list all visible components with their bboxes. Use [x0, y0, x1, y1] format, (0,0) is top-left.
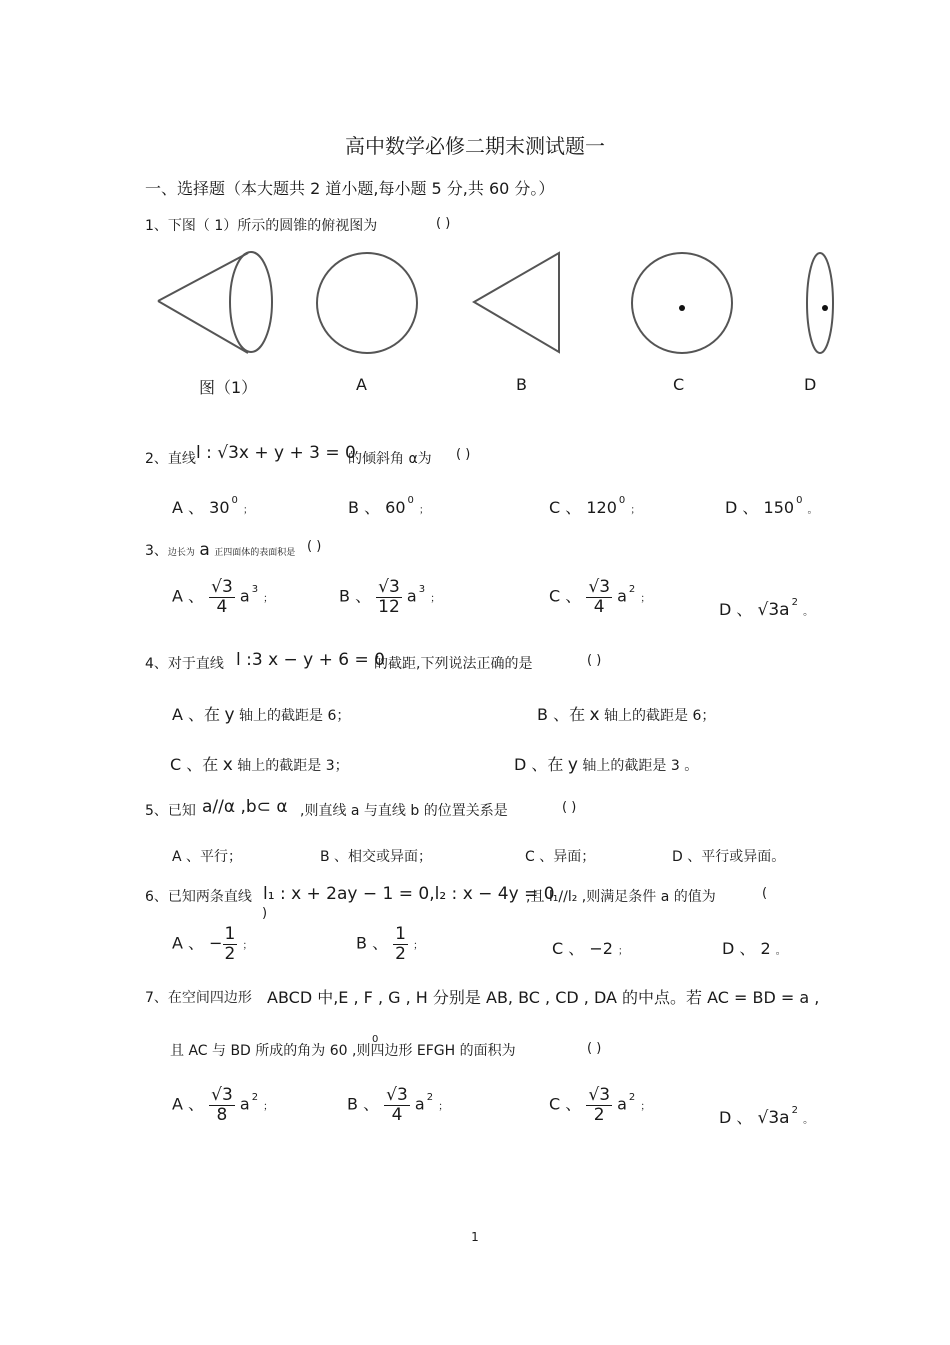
option-value: 30 — [209, 498, 230, 517]
exponent: 2 — [628, 583, 636, 595]
denominator: 12 — [378, 596, 400, 617]
option-end: ； — [640, 1101, 651, 1113]
question-4-answer-paren: ( ) — [587, 653, 602, 668]
numerator: √3 — [378, 577, 400, 597]
variable: a — [239, 586, 250, 606]
question-6-answer-paren-close: ) — [262, 906, 268, 921]
option-label: D 、 — [722, 939, 756, 958]
variable: a — [617, 1094, 627, 1114]
option-label: C 、 — [549, 586, 582, 606]
denominator: 4 — [391, 1104, 403, 1125]
option-end: ； — [263, 593, 274, 605]
option-end: ； — [630, 505, 641, 516]
option-text: 轴上的截距是 — [582, 758, 667, 774]
option-value: −2 — [589, 939, 613, 958]
question-7-option-a — [172, 1086, 273, 1124]
question-3-option-a — [172, 578, 273, 616]
fraction — [393, 925, 408, 963]
option-label: A 、 — [172, 586, 205, 606]
page-number: 1 — [471, 1230, 479, 1244]
exponent: 3 — [251, 583, 259, 595]
question-7-option-c — [549, 1086, 650, 1124]
question-number: 3、 — [145, 543, 168, 559]
option-value: 2 — [760, 939, 771, 958]
question-7-option-b — [347, 1086, 448, 1124]
fraction — [586, 578, 612, 616]
option-c-label: C — [673, 375, 685, 394]
question-3-answer-paren: ( ) — [307, 539, 322, 554]
option-end: 。 — [803, 607, 814, 618]
stem-pre: 边长为 — [167, 548, 195, 558]
question-1-answer-paren: ( ) — [436, 216, 451, 231]
option-text: 轴上的截距是 — [604, 708, 689, 724]
question-5-answer-paren: ( ) — [562, 800, 577, 815]
option-label: B 、在 — [537, 705, 586, 724]
option-label: C 、 — [552, 939, 585, 958]
fraction — [209, 1086, 235, 1124]
question-3-stem — [145, 540, 295, 560]
exponent: 2 — [791, 1105, 798, 1116]
option-end: ； — [419, 505, 429, 516]
option-b-triangle — [474, 253, 559, 352]
question-6-answer-paren-open: ( — [762, 886, 768, 901]
numerator: √3 — [588, 577, 611, 597]
question-6-option-c — [552, 936, 628, 959]
question-2-option-a — [172, 495, 253, 518]
question-2-option-d — [725, 495, 818, 518]
option-value: 6； — [327, 708, 351, 724]
option-d-label: D — [804, 375, 817, 394]
question-5-condition: a//α ,b⊂ α — [202, 797, 288, 817]
option-value: 3 。 — [670, 758, 699, 774]
question-7-stem: 7、在空间四边形 — [145, 990, 252, 1006]
variable: a — [617, 586, 627, 606]
degree-mark: 0 — [407, 495, 414, 506]
stem-var: a — [199, 540, 210, 560]
numerator: √3 — [211, 1085, 233, 1105]
stem-post: 正四面体的表面积是 — [214, 548, 296, 558]
option-b-label: B — [516, 375, 527, 394]
option-label: D 、 — [725, 498, 759, 517]
denominator: 2 — [593, 1104, 605, 1125]
option-axis: y — [224, 705, 235, 725]
question-3-option-d — [719, 597, 813, 620]
question-6-tail: ,且 l₁//l₂ ,则满足条件 a 的值为 — [526, 889, 716, 905]
option-label: D 、在 — [514, 755, 564, 774]
variable: a — [406, 586, 417, 606]
question-6-option-a — [172, 925, 252, 963]
option-axis: y — [567, 755, 578, 775]
option-label: C 、 — [549, 498, 582, 517]
question-4-equation: l :3 x − y + 6 = 0 — [236, 650, 385, 670]
fraction — [209, 578, 235, 616]
exponent: 2 — [791, 597, 798, 608]
question-7-line-2 — [170, 1040, 516, 1060]
denominator: 2 — [395, 943, 406, 964]
figure-1-label: 图（1） — [199, 378, 258, 397]
numerator: √3 — [386, 1085, 408, 1105]
question-4-option-a — [172, 702, 350, 725]
option-end: ； — [413, 940, 424, 952]
line-2-text: 且 AC 与 BD 所成的角为 60 ,则四边形 EFGH 的面积为 — [170, 1043, 516, 1059]
option-label: D 、 — [719, 1108, 753, 1127]
question-4-option-c — [170, 752, 349, 775]
option-a-label: A — [356, 375, 367, 394]
option-sign: − — [209, 933, 223, 953]
question-7-line-1: ABCD 中,E , F , G , H 分别是 AB, BC , CD , DA 的中点。若 AC = BD = a , — [267, 988, 820, 1007]
question-6-option-b — [356, 925, 423, 963]
question-1-stem: 1、下图（ 1）所示的圆锥的俯视图为 — [145, 218, 378, 234]
exponent: 3 — [418, 583, 426, 595]
option-label: B 、 — [356, 933, 389, 953]
question-7-degree-mark: 0 — [372, 1034, 379, 1045]
option-label: A 、 — [172, 498, 205, 517]
option-label: C 、在 — [170, 755, 219, 774]
denominator: 2 — [224, 943, 236, 964]
option-end: 。 — [803, 1115, 814, 1126]
question-5-option-c: C 、异面； — [525, 849, 596, 865]
radical-expression: √3a — [757, 1108, 790, 1128]
question-2-tail: 的倾斜角 α为 — [348, 451, 432, 467]
question-5-option-a: A 、平行； — [172, 849, 243, 865]
question-6-stem: 6、已知两条直线 — [145, 889, 252, 905]
denominator: 8 — [216, 1104, 228, 1125]
option-label: B 、 — [339, 586, 372, 606]
option-label: A 、在 — [172, 705, 221, 724]
option-a-circle — [317, 253, 417, 353]
denominator: 4 — [216, 596, 228, 617]
option-axis: x — [222, 755, 233, 775]
question-2-option-b — [348, 495, 429, 518]
question-7-answer-paren: ( ) — [587, 1041, 602, 1056]
fraction — [376, 578, 402, 616]
page-title: 高中数学必修二期末测试题一 — [345, 134, 605, 158]
option-value: 6； — [692, 708, 716, 724]
option-end: ； — [430, 593, 441, 605]
option-end: ； — [640, 593, 651, 605]
exponent: 2 — [251, 1091, 259, 1103]
option-end: ； — [438, 1101, 449, 1113]
option-end: ； — [263, 1101, 274, 1113]
numerator: √3 — [211, 577, 233, 597]
option-value: 120 — [586, 498, 617, 517]
question-5-tail: ,则直线 a 与直线 b 的位置关系是 — [300, 803, 508, 819]
option-end: ； — [618, 946, 629, 957]
question-4-option-b — [537, 702, 715, 725]
option-label: B 、 — [348, 498, 381, 517]
option-d-ellipse-with-center — [807, 253, 833, 353]
fraction — [586, 1086, 612, 1124]
question-3-option-c — [549, 578, 650, 616]
question-2-option-c — [549, 495, 640, 518]
degree-mark: 0 — [796, 495, 803, 506]
option-axis: x — [589, 705, 600, 725]
option-end: 。 — [775, 946, 786, 957]
question-3-option-b — [339, 578, 440, 616]
question-2-equation: l : √3x + y + 3 = 0 — [196, 443, 356, 463]
degree-mark: 0 — [618, 495, 626, 506]
question-6-condition: l₁ : x + 2ay − 1 = 0,l₂ : x − 4y = 0 — [263, 884, 555, 904]
question-5-option-d: D 、平行或异面。 — [672, 849, 786, 865]
option-label: D 、 — [719, 600, 753, 619]
denominator: 4 — [593, 596, 605, 617]
section-header: 一、选择题（本大题共 2 道小题,每小题 5 分,共 60 分。） — [145, 179, 555, 198]
option-label: A 、 — [172, 933, 205, 953]
option-text: 轴上的截距是 — [237, 758, 322, 774]
variable: a — [414, 1094, 425, 1114]
option-value: 150 — [763, 498, 795, 517]
fraction — [384, 1086, 410, 1124]
question-4-tail: 的截距,下列说法正确的是 — [374, 656, 533, 672]
option-end: ； — [242, 940, 253, 952]
option-text: 轴上的截距是 — [239, 708, 324, 724]
question-4-number: 4、对于直线 — [145, 656, 224, 672]
option-label: C 、 — [549, 1094, 582, 1114]
question-6-option-d — [722, 936, 786, 959]
variable: a — [239, 1094, 250, 1114]
question-4-option-d — [514, 752, 698, 775]
option-value: 60 — [385, 498, 406, 517]
numerator: 1 — [224, 924, 236, 944]
radical-expression: √3a — [757, 600, 790, 620]
degree-mark: 0 — [231, 495, 238, 506]
option-end: ； — [242, 505, 253, 516]
option-end: 。 — [807, 505, 818, 516]
option-c-circle-with-center — [632, 253, 732, 353]
numerator: 1 — [395, 924, 406, 944]
numerator: √3 — [588, 1085, 611, 1105]
question-5-option-b: B 、相交或异面； — [320, 849, 433, 865]
question-7-option-d — [719, 1105, 813, 1128]
fraction — [223, 925, 238, 963]
exponent: 2 — [628, 1091, 636, 1103]
question-1-figures — [0, 240, 950, 370]
question-2-answer-paren: ( ) — [456, 447, 471, 462]
question-5-stem: 5、已知 — [145, 803, 196, 819]
question-2-number: 2、直线 — [145, 451, 196, 467]
cone-figure — [158, 252, 272, 353]
exponent: 2 — [426, 1091, 434, 1103]
option-value: 3； — [325, 758, 349, 774]
option-label: B 、 — [347, 1094, 380, 1114]
option-label: A 、 — [172, 1094, 205, 1114]
